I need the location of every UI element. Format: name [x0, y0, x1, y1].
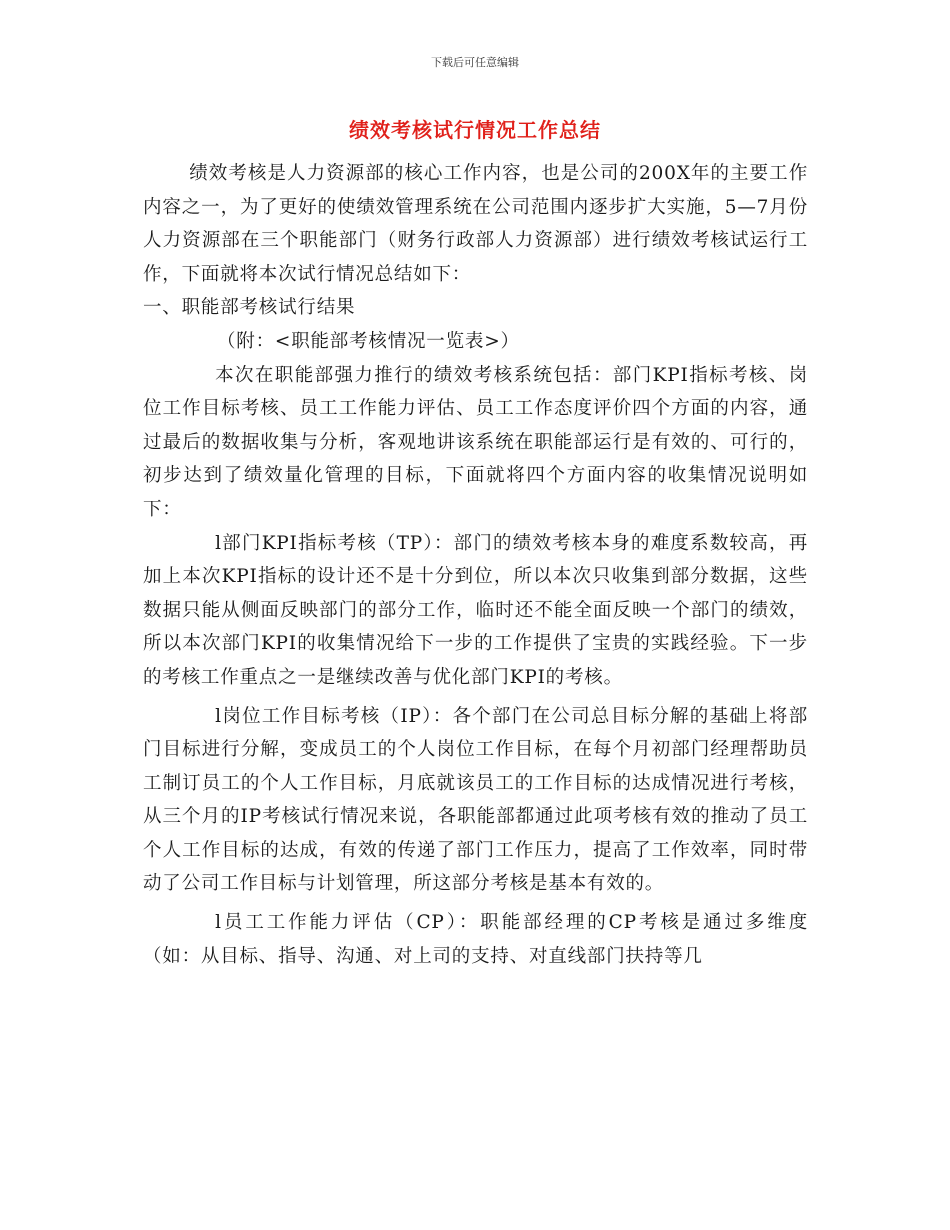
- paragraph-intro: 绩效考核是人力资源部的核心工作内容，也是公司的200X年的主要工作内容之一，为了更好的使绩效管理系统在公司范围内逐步扩大实施，5—7月份人力资源部在三个职能部门（财务行政部人力资源部）进行绩效考核试运行工作，下面就将本次试行情况总结如下：: [143, 163, 808, 285]
- paragraph-tp: l部门KPI指标考核（TP）：部门的绩效考核本身的难度系数较高，再加上本次KPI指标的设计还不是十分到位，所以本次只收集到部分数据，这些数据只能从侧面反映部门的部分工作，临时还不能全面反映一个部门的绩效，所以本次部门KPI的收集情况给下一步的工作提供了宝贵的实践经验。下一步的考核工作重点之一是继续改善与优化部门KPI的考核。: [143, 532, 808, 688]
- paragraph-ip: l岗位工作目标考核（IP）：各个部门在公司总目标分解的基础上将部门目标进行分解，变成员工的个人岗位工作目标，在每个月初部门经理帮助员工制订员工的个人工作目标，月底就该员工的工作目标的达成情况进行考核，从三个月的IP考核试行情况来说，各职能部都通过此项考核有效的推动了员工个人工作目标的达成，有效的传递了部门工作压力，提高了工作效率，同时带动了公司工作目标与计划管理，所这部分考核是基本有效的。: [143, 705, 808, 895]
- attachment-note: （附：<职能部考核情况一览表>）: [217, 330, 520, 352]
- header-note: 下载后可任意编辑: [431, 56, 519, 69]
- section-heading: 一、职能部考核试行结果: [143, 297, 356, 319]
- paragraph-cp: l员工工作能力评估（CP）：职能部经理的CP考核是通过多维度（如：从目标、指导、沟通、对上司的支持、对直线部门扶持等几: [143, 912, 808, 967]
- document-title: 绩效考核试行情况工作总结: [349, 118, 601, 142]
- document-body: [143, 157, 808, 973]
- paragraph-system: 本次在职能部强力推行的绩效考核系统包括：部门KPI指标考核、岗位工作目标考核、员工工作能力评估、员工工作态度评价四个方面的内容，通过最后的数据收集与分析，客观地讲该系统在职能部运行是有效的、可行的，初步达到了绩效量化管理的目标，下面就将四个方面内容的收集情况说明如下：: [143, 364, 808, 520]
